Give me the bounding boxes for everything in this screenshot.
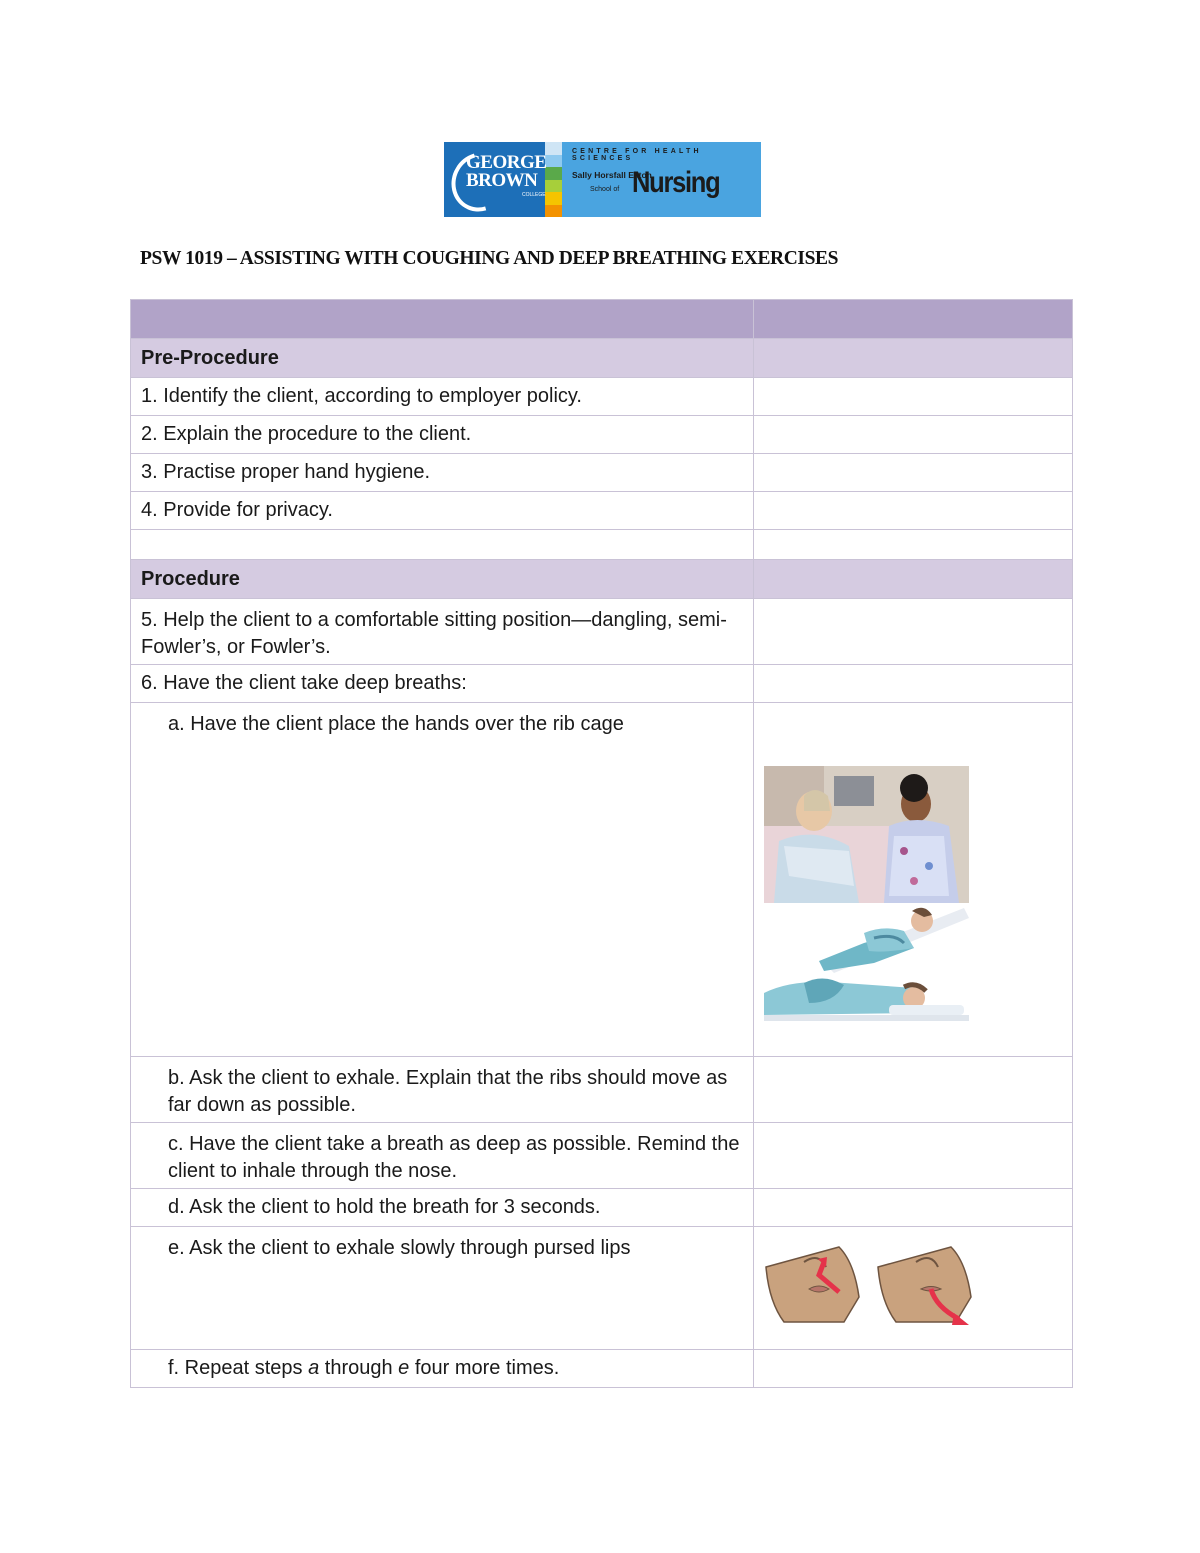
logo-school-line2: School of [590,186,620,193]
table-row [131,416,1073,454]
george-brown-logo [444,142,761,217]
header-cell [131,300,754,339]
logo-nursing: Nursing [632,166,720,199]
logo-text-panel [562,142,761,217]
step-text: d. Ask the client to hold the breath for 3 seconds. [131,1189,754,1227]
step-text: 1. Identify the client, according to employer policy. [131,378,754,416]
table-row [131,1057,1073,1123]
step-text-part: four more times. [409,1357,560,1379]
pursed-lips-breathing-illustration-icon [764,1237,974,1327]
table-row [131,1350,1073,1388]
step-text: 6. Have the client take deep breaths: [131,665,754,703]
logo-centre: CENTRE FOR HEALTH SCIENCES [572,148,702,162]
table-header-row [131,300,1073,339]
step-text-part: through [319,1357,399,1379]
step-text: e. Ask the client to exhale slowly through pursed lips [131,1227,754,1350]
table-row [131,599,1073,665]
step-text: a. Have the client place the hands over the rib cage [131,703,754,1057]
step-text: 2. Explain the procedure to the client. [131,416,754,454]
table-row [131,378,1073,416]
procedure-table [130,299,1073,1388]
table-row [131,1227,1073,1350]
table-row [131,1189,1073,1227]
step-text [131,1350,754,1388]
section-heading: Pre-Procedure [131,339,754,378]
step-letter: e [398,1357,410,1379]
section-row [131,339,1073,378]
illustration-cell [754,703,1073,1057]
section-heading: Procedure [131,560,754,599]
section-row [131,560,1073,599]
logo-college-name: GEORGE BROWN [466,152,547,191]
nurse-and-patient-photo-icon [764,766,969,903]
illustration-cell [754,1227,1073,1350]
table-row [131,492,1073,530]
table-row [131,454,1073,492]
step-letter: a [308,1357,320,1379]
table-row [131,703,1073,1057]
table-row [131,665,1073,703]
step-text: 5. Help the client to a comfortable sitting position—dangling, semi-Fowler’s, or Fowler’s. [131,599,754,665]
step-text-part: f. Repeat steps [168,1357,309,1379]
logo-emblem [444,142,545,217]
step-text: 4. Provide for privacy. [131,492,754,530]
logo-school-line1: Sally Horsfall Eaton [572,170,652,180]
step-text: c. Have the client take a breath as deep as possible. Remind the client to inhale through the nose. [131,1123,754,1189]
logo-color-stripes [545,142,562,217]
reclining-positions-illustration-icon [764,903,969,1028]
empty-row [131,530,1073,560]
page-title: PSW 1019 – ASSISTING WITH COUGHING AND DEEP BREATHING EXERCISES [140,248,839,269]
logo-college-word: COLLEGE [522,192,546,198]
step-text: b. Ask the client to exhale. Explain that the ribs should move as far down as possible. [131,1057,754,1123]
table-row [131,1123,1073,1189]
step-text: 3. Practise proper hand hygiene. [131,454,754,492]
header-cell [754,300,1073,339]
